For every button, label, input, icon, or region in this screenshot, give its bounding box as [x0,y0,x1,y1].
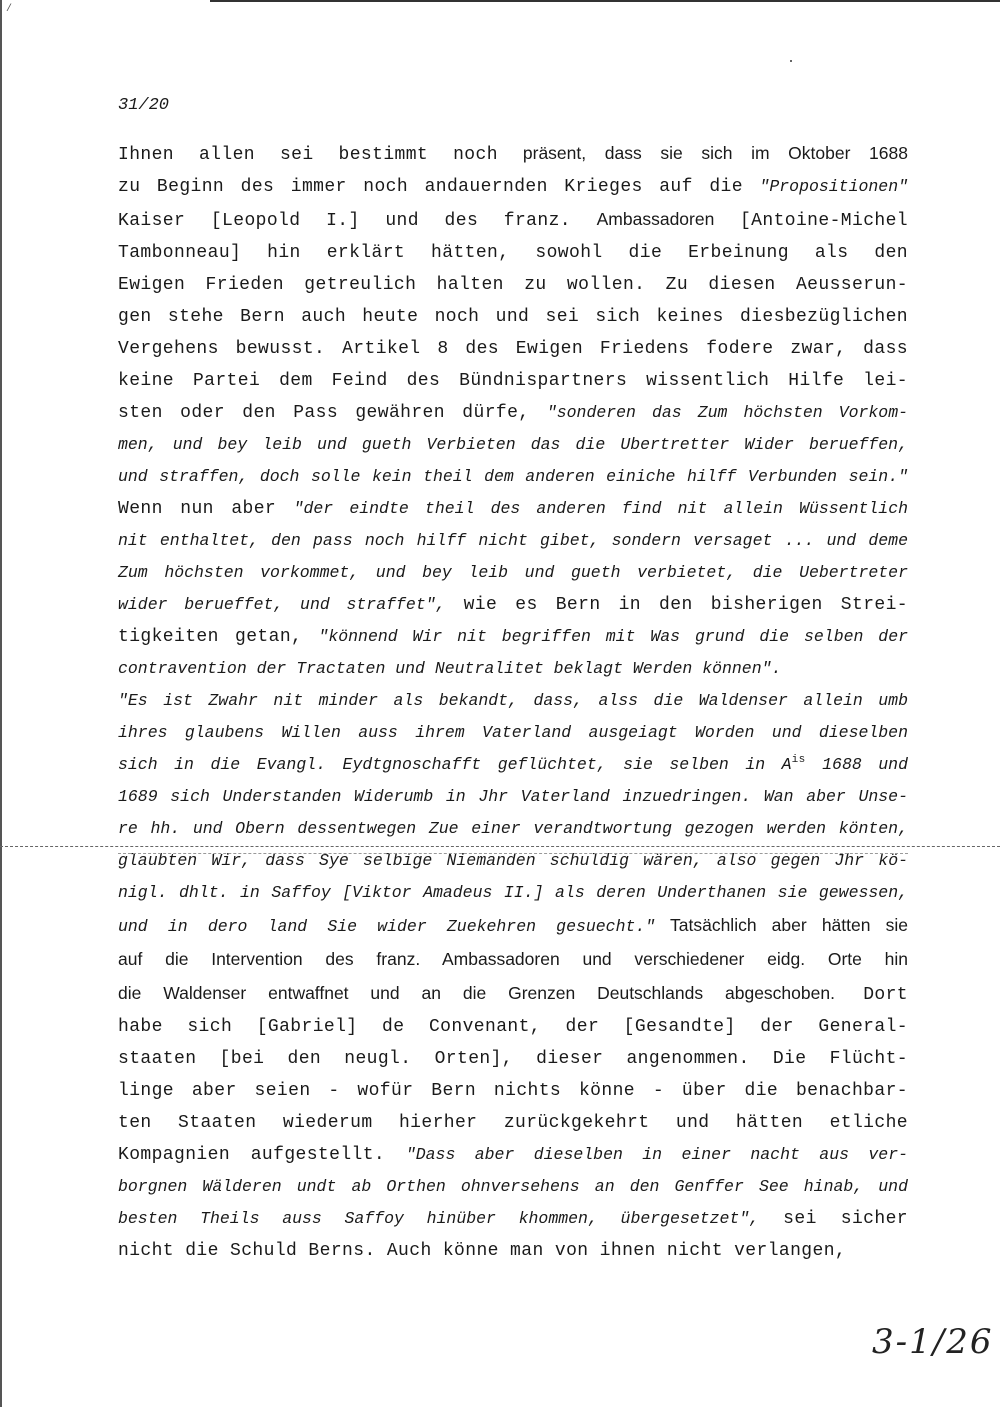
text-segment: Ambassadoren [596,209,715,229]
quoted-text: "Propositionen" [759,177,908,196]
quoted-text: "sonderen das Zum höchsten Vorkom- [546,403,909,422]
text-line [118,877,908,909]
scan-edge-left [0,0,2,1407]
quoted-text: sich in die Evangl. Eydtgnoschafft geflüchtet, sie selben in A [118,755,792,774]
text-segment: Ewigen Frieden getreulich halten zu wollen. Zu diesen Aeusserun- [118,275,908,295]
page-number: 31/20 [118,96,170,115]
text-line [118,333,908,365]
text-segment: habe sich [Gabriel] de Convenant, der [Gesandte] der General- [118,1017,908,1037]
text-segment: tigkeiten getan, [118,627,319,647]
text-line [118,171,908,203]
text-segment: nicht die Schuld Berns. Auch könne man von ihnen nicht verlangen, [118,1241,847,1261]
text-line [118,1011,908,1043]
text-segment: [Antoine-Michel [714,211,908,231]
text-segment: Kompagnien aufgestellt. [118,1145,406,1165]
handwritten-folio-number: 3-1/26 [872,1322,994,1362]
quoted-text: ihres glaubens Willen auss ihrem Vaterland ausgeiagt Worden und dieselben [118,723,908,742]
text-line [118,717,908,749]
text-line [118,557,908,589]
quoted-text: besten Theils auss Saffoy hinüber khommen, übergesetzet", [118,1209,760,1228]
text-segment: keine Partei dem Feind des Bündnispartners wissentlich Hilfe lei- [118,371,908,391]
text-segment: Dort [834,985,908,1005]
text-line [118,203,908,237]
text-line [118,137,908,171]
body-text [118,137,908,1267]
scan-edge-top [210,0,1000,2]
text-segment: präsent, dass sie sich im Oktober 1688 [522,143,908,163]
fold-line [0,846,1000,847]
quoted-text: und in dero land Sie wider Zuekehren gesuecht." [118,917,656,936]
quoted-text: re hh. und Obern dessentwegen Zue einer verandtwortung gezogen werden könten, [118,819,908,838]
text-segment: Tambonneau] hin erklärt hätten, sowohl die Erbeinung als den [118,243,908,263]
text-segment: sten oder den Pass gewähren dürfe, [118,403,547,423]
quoted-text: borgnen Wälderen undt ab Orthen ohnversehens an den Genffer See hinab, und [118,1177,908,1196]
text-segment: Ihnen allen sei bestimmt noch [118,145,523,165]
text-line [118,1107,908,1139]
text-line [118,461,908,493]
text-line [118,685,908,717]
text-segment: Tatsächlich aber hätten sie [655,915,908,935]
text-line [118,1203,908,1235]
text-segment: gen stehe Bern auch heute noch und sei sich keines diesbezüglichen [118,307,908,327]
text-line [118,909,908,943]
text-segment: auf die Intervention des franz. Ambassadoren und verschiedener eidg. Orte hin [118,949,908,969]
text-segment: Vergehens bewusst. Artikel 8 des Ewigen Friedens fodere zwar, dass [118,339,908,359]
quoted-text: "Dass aber dieselben in einer nacht aus ver- [405,1145,909,1164]
text-line [118,397,908,429]
quoted-text: 1689 sich Understanden Widerumb in Jhr Vaterland inzuedringen. Wan aber Unse- [118,787,908,806]
quoted-text: nit enthaltet, den pass noch hilff nicht gibet, sondern versaget ... und deme [118,531,908,550]
text-line [118,1171,908,1203]
quoted-text: men, und bey leib und gueth Verbieten das die Ubertretter Wider berueffen, [118,435,908,454]
text-line [118,429,908,461]
text-line [118,1043,908,1075]
text-line [118,749,908,781]
quoted-text: "der eindte theil des anderen find nit allein Wüssentlich [293,499,908,518]
quoted-text: wider berueffet, und straffet", [118,595,446,614]
text-line [118,525,908,557]
text-line [118,943,908,977]
text-line [118,813,908,845]
quoted-text: "Es ist Zwahr nit minder als bekandt, dass, alss die Waldenser allein umb [118,691,908,710]
quoted-text: nigl. dhlt. in Saffoy [Viktor Amadeus II.] als deren Underthanen sie gewessen, [118,883,908,902]
text-line [118,237,908,269]
text-line [118,365,908,397]
text-line [118,653,908,685]
text-line [118,977,908,1011]
text-line [118,1075,908,1107]
text-segment: staaten [bei den neugl. Orten], dieser angenommen. Die Flücht- [118,1049,908,1069]
text-line [118,1235,908,1267]
text-line [118,589,908,621]
text-segment: wie es Bern in den bisherigen Strei- [445,595,909,615]
quoted-text: glaubten Wir, dass Sye selbige Niemanden schuldig wären, also gegen Jhr kö- [118,851,908,870]
text-line [118,493,908,525]
scan-speck [790,60,792,62]
text-line [118,269,908,301]
text-line [118,301,908,333]
quoted-text: "könnend Wir nit begriffen mit Was grund die selben der [318,627,909,646]
text-line [118,1139,908,1171]
text-line [118,621,908,653]
quoted-text: contravention der Tractaten und Neutralitet beklagt Werden können". [118,659,782,678]
text-segment: zu Beginn des immer noch andauernden Krieges auf die [118,177,760,197]
fold-line-inner [118,853,908,854]
text-segment: Wenn nun aber [118,499,294,519]
quoted-text: Zum höchsten vorkommet, und bey leib und gueth verbietet, die Uebertreter [118,563,908,582]
quoted-text: 1688 und [805,755,908,774]
text-segment: ten Staaten wiederum hierher zurückgekehrt und hätten etliche [118,1113,908,1133]
quoted-text: und straffen, doch solle kein theil dem anderen einiche hilff Verbunden sein." [118,467,908,486]
text-segment: die Waldenser entwaffnet und an die Grenzen Deutschlands abgeschoben. [118,983,835,1003]
text-line [118,845,908,877]
superscript: is [791,754,806,766]
text-segment: Kaiser [Leopold I.] und des franz. [118,211,597,231]
text-line [118,781,908,813]
corner-mark: / [6,4,13,15]
text-segment: linge aber seien - wofür Bern nichts könne - über die benachbar- [118,1081,908,1101]
text-segment: sei sicher [759,1209,908,1229]
